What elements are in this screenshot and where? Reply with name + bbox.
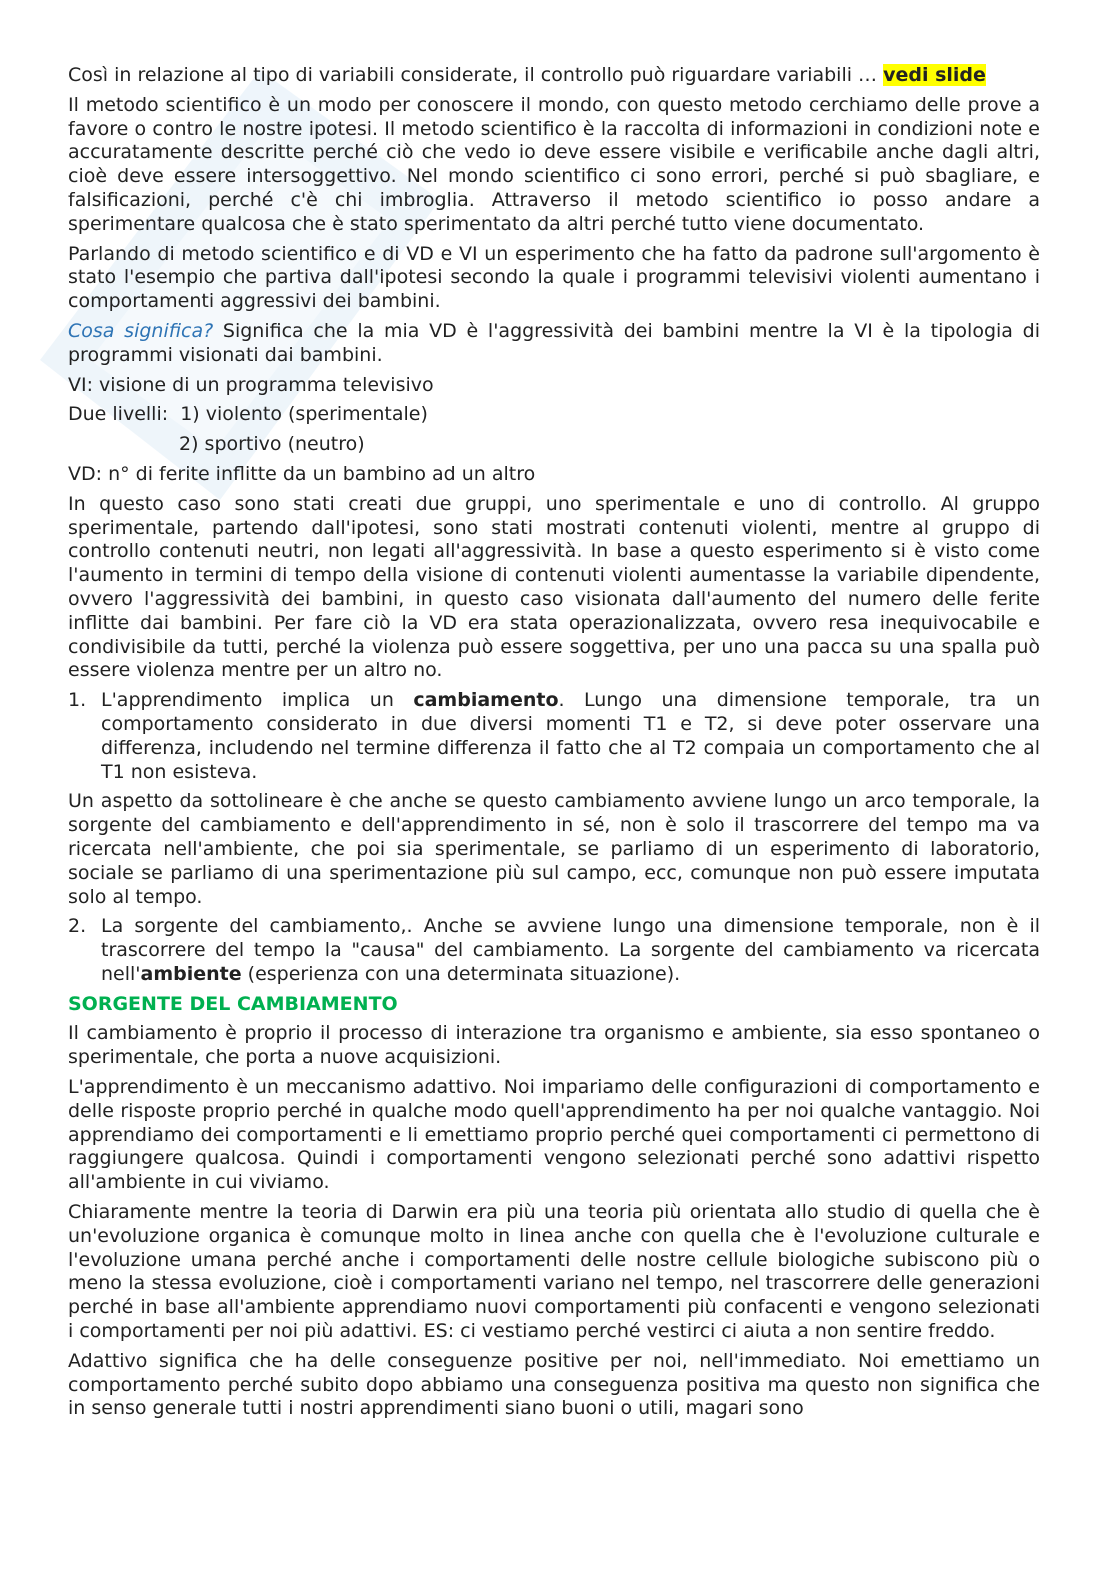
paragraph-6: Un aspetto da sottolineare è che anche se questo cambiamento avviene lungo un arco temporale, la sorgente del cambiamento e dell'apprendimento in sé, non è solo il trascorrere del tempo ma va ricercata nell'ambiente, che poi sia sperimentale, se parliamo di un esperimento di laboratorio, sociale se parliamo di una sperimentazione più sul campo, ecc, comunque non può essere imputata solo al tempo. — [68, 790, 1040, 908]
vi-line: VI: visione di un programma televisivo — [68, 373, 434, 396]
paragraph-8: L'apprendimento è un meccanismo adattivo. Noi impariamo delle configurazioni di comportamento e delle risposte proprio perché in qualche modo quell'apprendimento ha per noi qualche vantaggio. Noi apprendiamo dei comportamenti e li emettiamo proprio perché quei comportamenti ci permettono di raggiungere qualcosa. Quindi i comportamenti vengono selezionati perché sono adattivi rispetto all'ambiente in cui viviamo. — [68, 1076, 1040, 1194]
paragraph-7: Il cambiamento è proprio il processo di interazione tra organismo e ambiente, sia esso spontaneo o sperimentale, che porta a nuove acquisizioni. — [68, 1022, 1040, 1069]
level-2-line: 2) sportivo (neutro) — [179, 433, 365, 456]
question-text: Cosa significa? — [68, 319, 214, 342]
highlighted-reference: vedi slide — [883, 64, 986, 86]
levels-line: Due livelli: 1) violento (sperimentale) — [68, 403, 428, 426]
document-content — [68, 64, 1040, 1427]
paragraph-3: Parlando di metodo scientifico e di VD e VI un esperimento che ha fatto da padrone sull'argomento è stato l'esempio che partiva dall'ipotesi secondo la quale i programmi televisivi violenti aumentano i comportamenti aggressivi dei bambini. — [68, 242, 1040, 313]
paragraph-5: In questo caso sono stati creati due gruppi, uno sperimentale e uno di controllo. Al gruppo sperimentale, partendo dall'ipotesi, sono stati mostrati contenuti violenti, mentre al gruppo di controllo contenuti neutri, non legati all'aggressività. In base a questo esperimento si è visto come l'aumento in termini di tempo della visione di contenuti violenti aumentasse la variabile dipendente, ovvero l'aggressività dei bambini, in questo caso visionata dall'aumento del numero delle ferite inflitte dai bambini. Per fare ciò la VD era stata operazionalizzata, ovvero resa inequivocabile e condivisibile da tutti, perché la violenza può essere soggettiva, per uno una pacca su una spalla può essere violenza mentre per un altro no. — [68, 492, 1040, 682]
paragraph-4: Cosa significa? Significa che la mia VD è l'aggressività dei bambini mentre la VI è la tipologia di programmi visionati dai bambini. — [68, 319, 1040, 366]
paragraph-10: Adattivo significa che ha delle conseguenze positive per noi, nell'immediato. Noi emettiamo un comportamento perché subito dopo abbiamo una conseguenza positiva ma questo non significa che in senso generale tutti i nostri apprendimenti siano buoni o utili, magari sono — [68, 1349, 1040, 1420]
list-2 — [68, 915, 1040, 986]
paragraph-1: Così in relazione al tipo di variabili considerate, il controllo può riguardare variabili … vedi slide — [68, 64, 986, 86]
paragraph-2: Il metodo scientifico è un modo per conoscere il mondo, con questo metodo cerchiamo delle prove a favore o contro le nostre ipotesi. Il metodo scientifico è la raccolta di informazioni in condizioni note e accuratamente descritte perché ciò che vedo io deve essere visibile e verificabile anche dagli altri, cioè deve essere intersoggettivo. Nel mondo scientifico ci sono errori, perché si può sbagliare, e falsificazioni, perché c'è chi imbroglia. Attraverso il metodo scientifico io posso andare a sperimentare qualcosa che è stato sperimentato da altri perché tutto viene documentato. — [68, 93, 1040, 235]
list-item: 1. L'apprendimento implica un cambiamento. Lungo una dimensione temporale, tra un comportamento considerato in due diversi momenti T1 e T2, si deve poter osservare una differenza, includendo nel termine differenza il fatto che al T2 compaia un comportamento che al T1 non esisteva. — [68, 689, 1040, 783]
list-1 — [68, 689, 1040, 784]
vd-line: VD: n° di ferite inflitte da un bambino ad un altro — [68, 462, 536, 485]
list-item: 2. La sorgente del cambiamento,. Anche se avviene lungo una dimensione temporale, non è il trascorrere del tempo la "causa" del cambiamento. La sorgente del cambiamento va ricercata nell'ambiente (esperienza con una determinata situazione). — [68, 915, 1040, 985]
section-heading: SORGENTE DEL CAMBIAMENTO — [68, 992, 398, 1015]
paragraph-9: Chiaramente mentre la teoria di Darwin era più una teoria più orientata allo studio di quella che è un'evoluzione organica è comunque molto in linea anche con quella che è l'evoluzione culturale e l'evoluzione umana perché anche i comportamenti delle nostre cellule biologiche subiscono più o meno la stessa evoluzione, cioè i comportamenti variano nel tempo, nel trascorrere delle generazioni perché in base all'ambiente apprendiamo nuovi comportamenti più confacenti e vengono selezionati i comportamenti per noi più adattivi. ES: ci vestiamo perché vestirci ci aiuta a non sentire freddo. — [68, 1201, 1040, 1343]
